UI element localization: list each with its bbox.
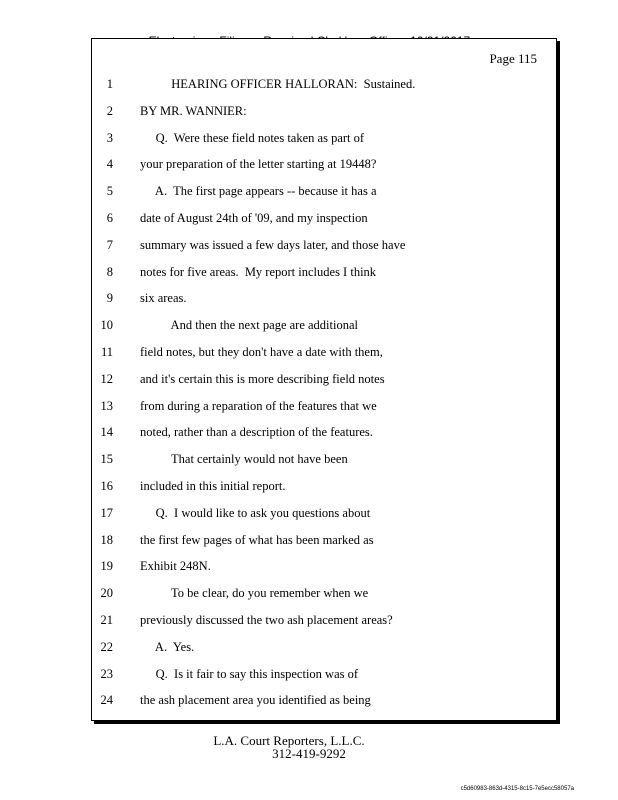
transcript-line	[92, 235, 556, 255]
line-number: 17	[100, 505, 113, 520]
reporter-phone: 312-419-9292	[272, 746, 346, 761]
line-text: Q. Is it fair to say this inspection was of	[140, 666, 359, 681]
line-number: 21	[100, 613, 113, 627]
line-number: 19	[100, 559, 113, 574]
transcript-line	[92, 154, 556, 174]
transcript-line	[92, 369, 556, 389]
line-number: 5	[106, 184, 113, 199]
line-number: 22	[100, 639, 113, 654]
transcript-line	[92, 610, 556, 630]
transcript-line	[92, 262, 556, 282]
transcript-line	[92, 101, 556, 121]
line-text: BY MR. WANNIER:	[140, 103, 247, 118]
line-text: included in this initial report.	[140, 479, 286, 493]
transcript-line	[92, 288, 556, 308]
line-number: 13	[100, 398, 113, 413]
line-number: 10	[100, 318, 113, 333]
line-text: field notes, but they don't have a date with them,	[140, 345, 383, 359]
transcript-line	[92, 208, 556, 228]
line-text: noted, rather than a description of the features.	[140, 425, 373, 440]
transcript-line	[92, 530, 556, 550]
transcript-line	[92, 449, 556, 469]
line-number: 16	[100, 479, 113, 493]
document-id: c5d60983-863d-4315-8c15-7e5ecc58057a	[460, 786, 574, 792]
line-number: 3	[106, 130, 113, 145]
transcript-line	[92, 583, 556, 603]
line-number: 2	[106, 103, 113, 118]
line-number: 8	[106, 264, 113, 279]
line-text: To be clear, do you remember when we	[140, 586, 369, 601]
line-text: That certainly would not have been	[140, 452, 348, 467]
line-text: the first few pages of what has been marked as	[140, 532, 374, 547]
transcript-line	[92, 637, 556, 657]
line-number: 12	[100, 371, 113, 386]
line-text: your preparation of the letter starting at 19448?	[140, 157, 377, 172]
transcript-page	[91, 38, 557, 721]
line-text: date of August 24th of '09, and my inspection	[140, 211, 368, 225]
transcript-line	[92, 181, 556, 201]
line-text: from during a reparation of the features that we	[140, 398, 377, 413]
line-text: A. The first page appears -- because it has a	[140, 184, 377, 199]
line-number: 24	[100, 693, 113, 708]
line-text: A. Yes.	[140, 639, 195, 654]
line-text: notes for five areas. My report includes I think	[140, 264, 377, 279]
line-text: previously discussed the two ash placement areas?	[140, 613, 393, 627]
line-text: and it's certain this is more describing field notes	[140, 371, 385, 386]
line-text: And then the next page are additional	[140, 318, 358, 333]
line-number: 7	[106, 237, 113, 252]
transcript-line	[92, 396, 556, 416]
transcript-line	[92, 690, 556, 710]
transcript-line	[92, 503, 556, 523]
transcript-line	[92, 74, 556, 94]
line-text: Q. Were these field notes taken as part of	[140, 130, 365, 145]
line-number: 4	[106, 157, 113, 172]
line-number: 11	[100, 345, 113, 359]
transcript-line	[92, 315, 556, 335]
line-text: Q. I would like to ask you questions about	[140, 505, 371, 520]
line-number: 6	[106, 211, 113, 225]
transcript-line	[92, 664, 556, 684]
line-number: 1	[106, 77, 113, 91]
line-text: HEARING OFFICER HALLORAN: Sustained.	[140, 77, 416, 91]
transcript-line	[92, 342, 556, 362]
line-text: the ash placement area you identified as being	[140, 693, 371, 708]
transcript-line	[92, 556, 556, 576]
line-number: 23	[100, 666, 113, 681]
line-text: six areas.	[140, 291, 187, 306]
page-number: Page 115	[489, 51, 537, 66]
transcript-line	[92, 422, 556, 442]
line-number: 9	[106, 291, 113, 306]
transcript-line	[92, 128, 556, 148]
transcript-line	[92, 476, 556, 496]
line-number: 18	[100, 532, 113, 547]
line-text: summary was issued a few days later, and those have	[140, 237, 406, 252]
line-number: 20	[100, 586, 113, 601]
line-number: 14	[100, 425, 113, 440]
line-text: Exhibit 248N.	[140, 559, 211, 574]
line-number: 15	[100, 452, 113, 467]
reporter-company: L.A. Court Reporters, L.L.C.	[213, 733, 365, 748]
